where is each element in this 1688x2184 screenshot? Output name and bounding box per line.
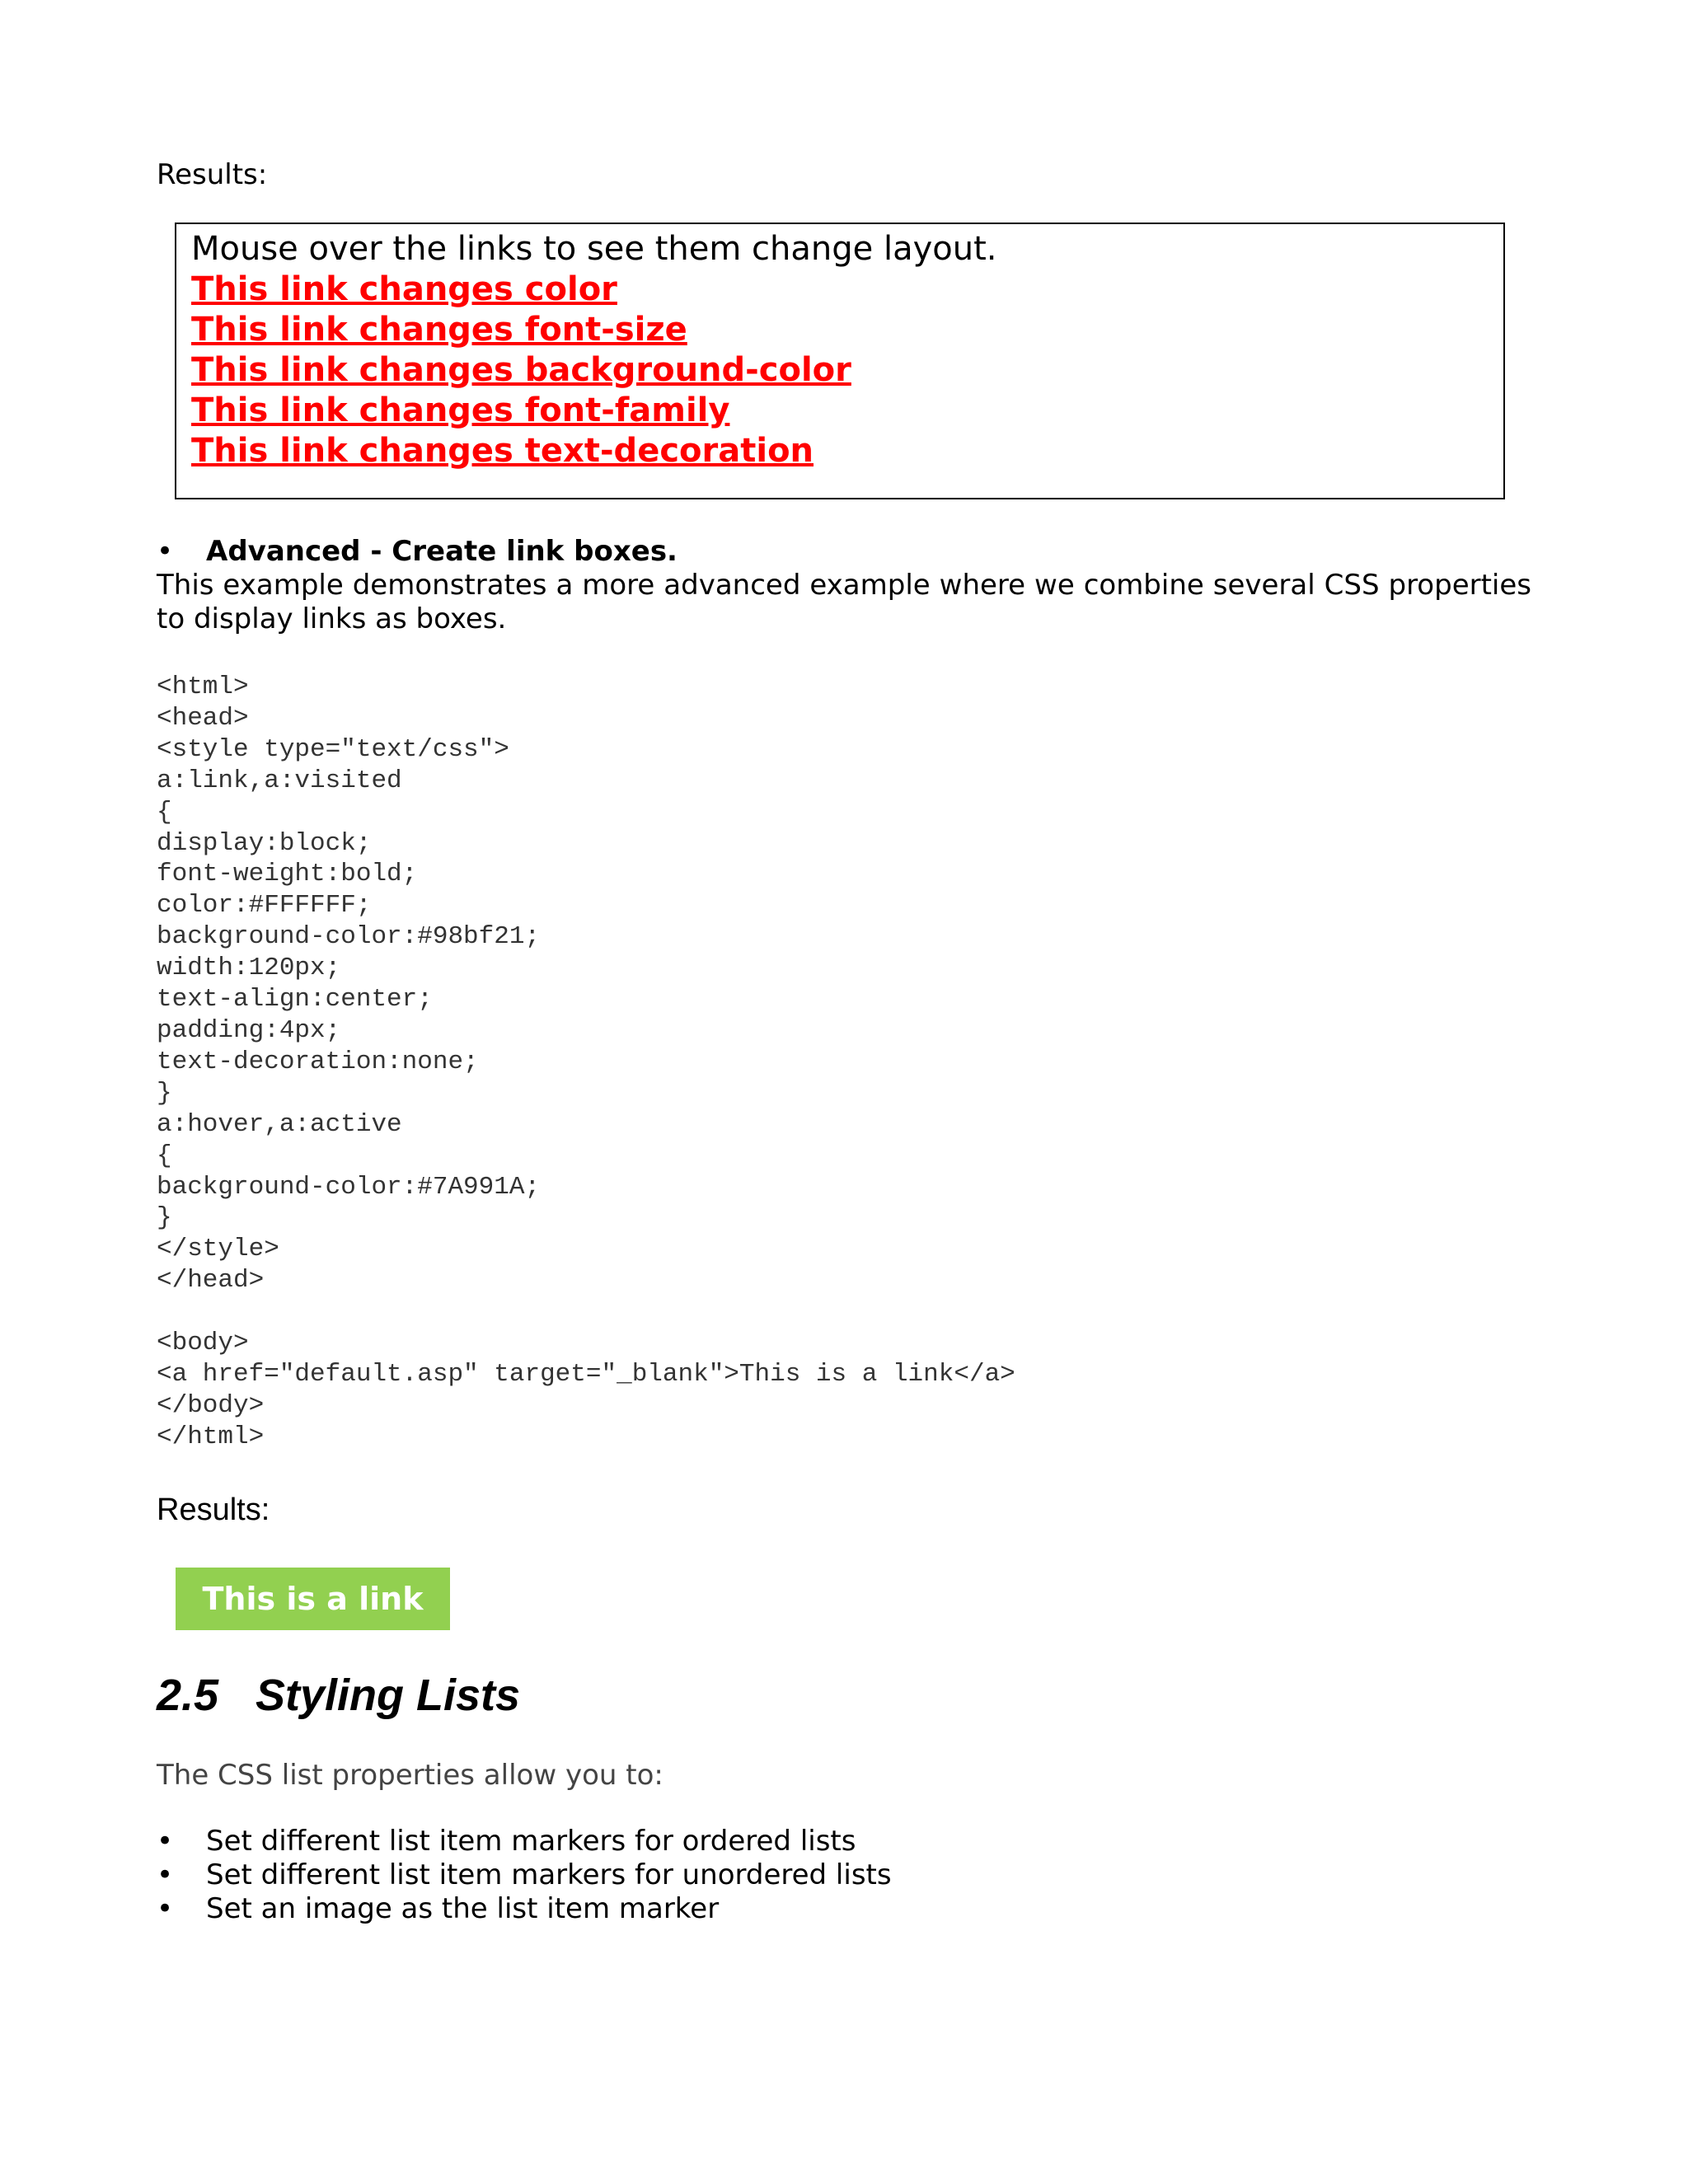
code-line: color:#FFFFFF; — [157, 891, 372, 921]
link-changes-font-size[interactable]: This link changes font-size — [191, 311, 687, 349]
list-item-text: Set different list item markers for ordered lists — [206, 1825, 856, 1858]
code-line-blank — [157, 1296, 1015, 1328]
result-link-box[interactable]: This is a link — [176, 1568, 450, 1630]
list-item-text: Set different list item markers for unordered lists — [206, 1858, 892, 1891]
code-line: a:hover,a:active — [157, 1109, 402, 1139]
demo-intro-text: Mouse over the links to see them change layout. — [191, 230, 997, 268]
code-line: font-weight:bold; — [157, 860, 418, 889]
list-item-text: Set an image as the list item marker — [206, 1892, 720, 1925]
advanced-heading: Advanced - Create link boxes. — [206, 535, 678, 568]
code-line: background-color:#7A991A; — [157, 1172, 541, 1202]
code-line: </style> — [157, 1235, 279, 1264]
code-line: text-decoration:none; — [157, 1047, 479, 1076]
code-line: { — [157, 797, 172, 827]
code-line: </head> — [157, 1266, 265, 1296]
code-sample — [157, 672, 1015, 1453]
link-changes-text-decoration[interactable]: This link changes text-decoration — [191, 432, 814, 470]
advanced-description: This example demonstrates a more advanced example where we combine several CSS properties to display links as boxes. — [157, 569, 1531, 635]
list-item — [157, 1825, 892, 1858]
list-item — [157, 1892, 892, 1926]
code-line: } — [157, 1078, 172, 1108]
demo-result-box — [175, 223, 1505, 499]
code-line: { — [157, 1141, 172, 1170]
bullet-icon: • — [157, 535, 174, 568]
list-intro-text: The CSS list properties allow you to: — [157, 1759, 663, 1792]
link-changes-background-color[interactable]: This link changes background-color — [191, 351, 851, 389]
section-number: 2.5 — [157, 1671, 219, 1720]
section-heading — [157, 1666, 520, 1724]
code-line: </html> — [157, 1422, 265, 1451]
code-line: a:link,a:visited — [157, 766, 402, 795]
code-line: width:120px; — [157, 954, 341, 983]
code-line: </body> — [157, 1390, 265, 1420]
code-line: <body> — [157, 1329, 249, 1358]
link-changes-color[interactable]: This link changes color — [191, 270, 617, 308]
code-line: <style type="text/css"> — [157, 734, 509, 764]
properties-list — [157, 1825, 892, 1926]
code-line: background-color:#98bf21; — [157, 922, 541, 952]
code-line: text-align:center; — [157, 985, 433, 1015]
results-label: Results: — [157, 158, 268, 191]
bullet-icon: • — [157, 1892, 174, 1925]
list-item — [157, 1858, 892, 1892]
results-label-2: Results: — [157, 1493, 270, 1527]
code-line: padding:4px; — [157, 1015, 341, 1045]
code-line: } — [157, 1203, 172, 1233]
code-line: <head> — [157, 703, 249, 733]
code-line: <a href="default.asp" target="_blank">This is a link</a> — [157, 1359, 1015, 1389]
link-changes-font-family[interactable]: This link changes font-family — [191, 391, 730, 429]
bullet-icon: • — [157, 1858, 174, 1891]
section-title: Styling Lists — [256, 1671, 521, 1720]
bullet-icon: • — [157, 1825, 174, 1858]
code-line: display:block; — [157, 828, 372, 858]
code-line: <html> — [157, 673, 249, 701]
